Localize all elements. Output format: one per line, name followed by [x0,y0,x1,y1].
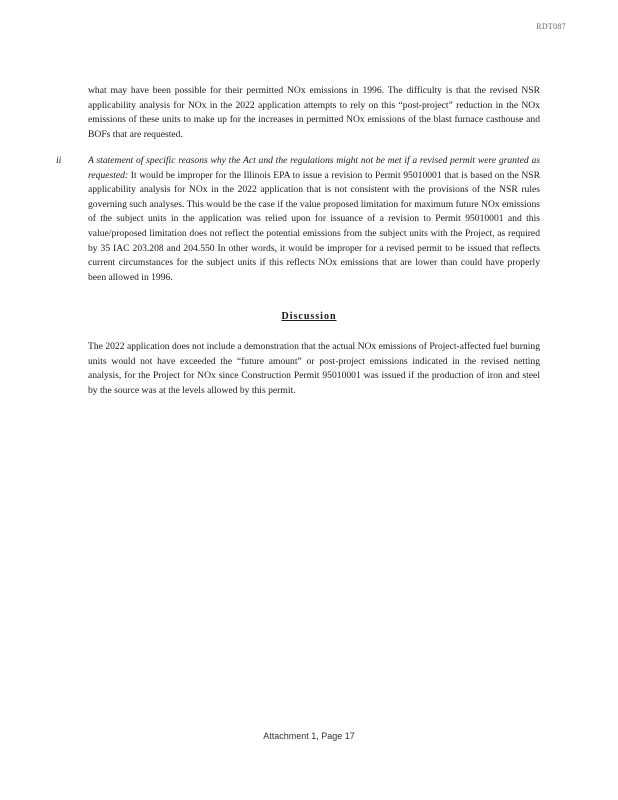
list-item-lead-in: A statement of specific reasons why the Act and the regulations might not be met if a revised permit were granted as requested: [88,155,540,181]
list-item-ii [56,154,540,285]
paragraph-continuation: what may have been possible for their permitted NOx emissions in 1996. The difficulty is that the revised NSR applicability analysis for NOx in the 2022 application attempts to rely on this “post-project” reduction in the NOx emissions of these units to make up for the increases in permitted NOx emissions of the blast furnace casthouse and BOFs that are requested. [88,85,540,140]
page-identifier: RDT087 [536,22,566,31]
discussion-paragraph: The 2022 application does not include a demonstration that the actual NOx emissions of Project-affected fuel burning units would not have exceeded the “future amount” or post-project emissions indicated in the revised netting analysis, for the Project for NOx since Construction Permit 95010001 was issued if the production of iron and steel by the source was at the levels allowed by this permit. [88,341,540,396]
list-marker: ii [56,155,62,166]
list-item-text: It would be improper for the Illinois EPA to issue a revision to Permit 95010001 that is based on the NSR applicability analysis for NOx in the 2022 application that is not consistent with the provisions of the NSR rules governing such analyses. This would be the case if the value proposed limitation for maximum future NOx emissions of the subject units in the application was relied upon for issuance of a revision to Permit 95010001 and this value/proposed limitation does not reflect the potential emissions from the subject units with the Project, as required by 35 IAC 203.208 and 204.550 In other words, it would be improper for a revised permit to be issued that reflects current circumstances for the subject units if this reflects NOx emissions that are lower than could have properly been allowed in 1996. [88,169,540,283]
discussion-heading: Discussion [281,311,337,322]
page-footer: Attachment 1, Page 17 [263,731,355,741]
